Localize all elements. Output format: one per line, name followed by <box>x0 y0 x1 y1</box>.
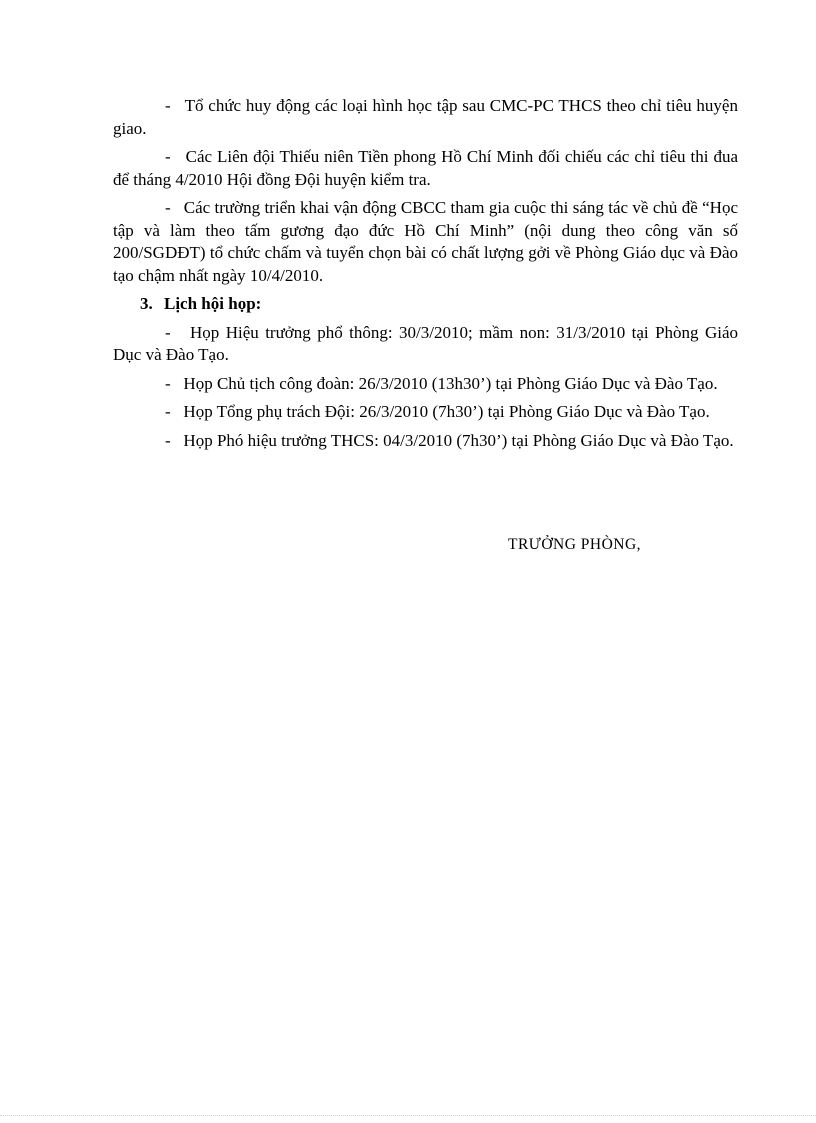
meeting-item <box>113 322 738 367</box>
section-number: 3. <box>140 294 153 313</box>
meeting-item <box>113 401 738 424</box>
meeting-item <box>113 430 738 453</box>
task-item <box>113 197 738 287</box>
meeting-text: Họp Hiệu trưởng phổ thông: 30/3/2010; mầm non: 31/3/2010 tại Phòng Giáo Dục và Đào Tạo. <box>113 322 739 364</box>
meeting-item <box>113 373 738 396</box>
task-item <box>113 146 738 191</box>
task-text: Các Liên đội Thiếu niên Tiền phong Hồ Chí Minh đối chiếu các chỉ tiêu thi đua để tháng 4/2010 Hội đồng Đội huyện kiểm tra. <box>113 147 738 189</box>
document-body <box>113 95 738 458</box>
bullet-dash: - <box>165 430 171 450</box>
task-text: Các trường triển khai vận động CBCC tham gia cuộc thi sáng tác về chủ đề “Học tập và làm theo tấm gương đạo đức Hồ Chí Minh” (nội dung theo công văn số 200/SGDĐT) tổ chức chấm và tuyển chọn bài có chất lượng gởi về Phòng Giáo dục và Đào tạo chậm nhất ngày 10/4/2010. <box>113 198 738 285</box>
section-heading <box>113 293 738 316</box>
bullet-dash: - <box>165 96 171 115</box>
bullet-dash: - <box>165 373 171 393</box>
bullet-dash: - <box>165 402 171 421</box>
signature-title: TRƯỞNG PHÒNG, <box>508 536 642 553</box>
bullet-dash: - <box>165 322 171 342</box>
task-item <box>113 95 738 140</box>
meeting-text: Họp Tổng phụ trách Đội: 26/3/2010 (7h30’) tại Phòng Giáo Dục và Đào Tạo. <box>183 402 710 421</box>
bullet-dash: - <box>165 198 171 217</box>
meeting-text: Họp Chủ tịch công đoàn: 26/3/2010 (13h30’) tại Phòng Giáo Dục và Đào Tạo. <box>183 373 718 393</box>
page-bottom-divider <box>0 1115 816 1116</box>
bullet-dash: - <box>165 147 171 166</box>
task-text: Tổ chức huy động các loại hình học tập sau CMC-PC THCS theo chỉ tiêu huyện giao. <box>113 96 738 138</box>
section-title: Lịch hội họp: <box>164 294 262 313</box>
meeting-text: Họp Phó hiệu trưởng THCS: 04/3/2010 (7h30’) tại Phòng Giáo Dục và Đào Tạo. <box>183 430 734 450</box>
